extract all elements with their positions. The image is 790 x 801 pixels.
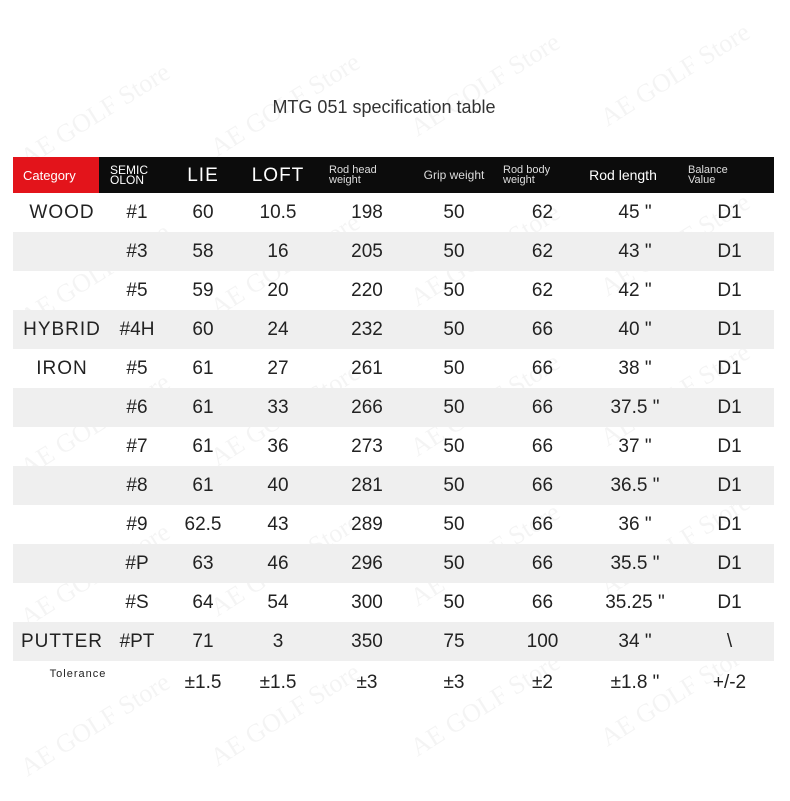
row-number: #1 [126,201,148,223]
row-head-weight: 266 [351,396,383,418]
row-length: 34 " [618,630,652,652]
row-number: #9 [126,513,148,535]
row-length: 37.5 " [610,396,660,418]
row-length: 43 " [618,240,652,262]
row-head-weight: 350 [351,630,383,652]
row-balance: D1 [717,240,742,262]
header-semicolon-line1: SEMIC [110,163,149,177]
row-number: #5 [126,279,148,301]
row-category: IRON [36,357,88,379]
row-category [13,271,111,310]
watermark-text [405,27,565,143]
header-rod-length: Rod length [589,167,657,183]
table-header [13,157,774,193]
row-category [13,544,111,583]
table-row [13,193,774,232]
row-lie: 60 [192,201,214,223]
table-row [13,349,774,388]
row-loft: 27 [267,357,289,379]
tolerance-length: ±1.8 " [610,672,660,693]
table-row [13,583,774,622]
row-lie: 61 [192,474,214,496]
row-body-weight: 66 [531,474,554,496]
row-number: #PT [119,630,155,652]
row-head-weight: 198 [351,201,383,223]
row-lie: 71 [192,630,214,652]
row-category: PUTTER [21,630,103,652]
tolerance-head: ±3 [356,672,378,693]
row-head-weight: 300 [351,591,383,613]
row-loft: 40 [267,474,289,496]
row-number: #8 [126,474,148,496]
row-lie: 61 [192,396,214,418]
table-body [13,193,774,661]
tolerance-body: ±2 [532,672,553,693]
table-row [13,505,774,544]
row-length: 45 " [618,201,652,223]
row-balance: D1 [717,201,742,223]
row-grip-weight: 50 [443,435,465,457]
row-head-weight: 232 [351,318,383,340]
table-row [13,622,774,661]
row-balance: D1 [717,474,742,496]
row-loft: 20 [267,279,289,301]
row-grip-weight: 50 [443,240,465,262]
row-category [13,427,111,466]
row-body-weight: 66 [531,396,554,418]
header-rod-head-line1: Rod head [329,164,377,176]
header-category: Category [13,157,99,193]
row-balance: \ [726,630,733,652]
row-balance: D1 [717,591,742,613]
row-loft: 43 [267,513,289,535]
row-balance: D1 [717,435,742,457]
tolerance-loft: ±1.5 [259,672,297,693]
header-loft: LOFT [251,164,305,186]
page-title: MTG 051 specification table [272,97,496,117]
tolerance-lie: ±1.5 [184,672,222,693]
row-length: 36 " [618,513,652,535]
row-length: 38 " [618,357,652,379]
header-lie: LIE [187,164,219,186]
row-loft: 24 [267,318,289,340]
header-rod-body-line1: Rod body [503,164,551,176]
table-row [13,427,774,466]
header-rod-body-weight [503,157,583,193]
row-loft: 46 [267,552,289,574]
row-grip-weight: 50 [443,318,465,340]
row-balance: D1 [717,513,742,535]
row-number: #4H [119,318,155,340]
row-length: 35.5 " [610,552,660,574]
header-balance-line2: Value [688,174,716,186]
row-category [13,505,111,544]
table-row [13,466,774,505]
tolerance-row [13,661,774,705]
row-head-weight: 296 [351,552,383,574]
row-body-weight: 62 [531,279,554,301]
row-lie: 59 [192,279,214,301]
row-body-weight: 66 [531,357,554,379]
row-number: #P [125,552,149,574]
row-number: #7 [126,435,148,457]
header-balance-line1: Balance [688,164,728,176]
header-semicolon [110,157,164,193]
row-category [13,232,111,271]
table-row [13,310,774,349]
row-balance: D1 [717,396,742,418]
row-lie: 62.5 [184,513,222,535]
row-body-weight: 66 [531,513,554,535]
row-balance: D1 [717,357,742,379]
row-length: 42 " [618,279,652,301]
row-category [13,388,111,427]
tolerance-label: Tolerance [49,668,107,680]
row-number: #5 [126,357,148,379]
row-head-weight: 205 [351,240,383,262]
row-body-weight: 66 [531,591,554,613]
tolerance-balance: +/-2 [712,672,747,693]
row-head-weight: 281 [351,474,383,496]
row-grip-weight: 50 [443,279,465,301]
header-semicolon-line2: OLON [110,173,145,187]
row-lie: 61 [192,435,214,457]
row-lie: 64 [192,591,214,613]
row-body-weight: 62 [531,240,554,262]
row-grip-weight: 50 [443,357,465,379]
row-length: 37 " [618,435,652,457]
table-row [13,544,774,583]
header-rod-head-line2: weight [329,174,361,186]
row-category [13,583,111,622]
row-grip-weight: 50 [443,474,465,496]
row-head-weight: 220 [351,279,383,301]
row-category: WOOD [29,201,95,223]
row-balance: D1 [717,279,742,301]
row-balance: D1 [717,552,742,574]
row-grip-weight: 50 [443,552,465,574]
row-number: #6 [126,396,148,418]
row-loft: 36 [267,435,289,457]
header-balance-value [688,157,768,193]
row-head-weight: 289 [351,513,383,535]
row-length: 35.25 " [605,591,665,613]
row-loft: 16 [267,240,289,262]
row-lie: 61 [192,357,214,379]
table-row [13,271,774,310]
row-head-weight: 261 [351,357,383,379]
row-body-weight: 66 [531,318,554,340]
row-grip-weight: 75 [443,630,465,652]
table-row [13,232,774,271]
row-loft: 10.5 [259,201,297,223]
row-balance: D1 [717,318,742,340]
row-body-weight: 100 [526,630,559,652]
row-head-weight: 273 [351,435,383,457]
spec-table [13,157,774,705]
row-loft: 3 [272,630,284,652]
row-grip-weight: 50 [443,201,465,223]
row-body-weight: 62 [531,201,554,223]
row-number: #S [125,591,149,613]
row-loft: 54 [267,591,289,613]
row-category [13,466,111,505]
row-lie: 58 [192,240,214,262]
row-length: 36.5 " [610,474,660,496]
table-row [13,388,774,427]
row-number: #3 [126,240,148,262]
row-grip-weight: 50 [443,513,465,535]
row-body-weight: 66 [531,552,554,574]
row-grip-weight: 50 [443,591,465,613]
row-body-weight: 66 [531,435,554,457]
row-loft: 33 [267,396,289,418]
row-grip-weight: 50 [443,396,465,418]
tolerance-grip: ±3 [443,672,465,693]
row-lie: 60 [192,318,214,340]
row-category: HYBRID [23,318,101,340]
header-rod-body-line2: weight [503,174,535,186]
header-rod-head-weight [329,157,409,193]
row-length: 40 " [618,318,652,340]
header-grip-weight: Grip weight [423,168,485,182]
row-lie: 63 [192,552,214,574]
